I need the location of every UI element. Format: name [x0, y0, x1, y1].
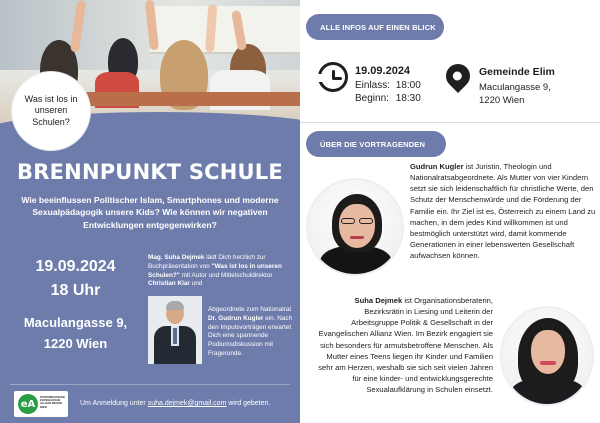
clock-icon: [318, 62, 348, 92]
book-title: "Was ist los in unseren Schulen?": [148, 262, 282, 279]
logo-text: ÖSTERREICHISCHE EVANGELISCHE ALLIANZ REGION WIEN: [40, 396, 65, 409]
author-name: Christian Klar: [148, 280, 190, 288]
event-headline: BRENNPUNKT SCHULE: [17, 160, 283, 184]
event-date-block: [18, 255, 133, 303]
bio-suha-dejmek: Suha Dejmek ist Organisationsberaterin, Bezirksrätin in Liesing und Leiterin der Arbeitsgruppe Politik & Gesellschaft in der Evangelischen Allianz Wien. Im Bezirk engagiert sie sich besonders für armutsbetroffene Menschen. Als Mutter eines Teens liegen ihr Kinder und Familien sehr am Herzen, weshalb sie sich seit vielen Jahren für eine kinder- und entwicklungsgerechte Sexualaufklärung in Schulen einsetzt.: [318, 296, 493, 395]
question-bubble: Was ist los in unseren Schulen?: [12, 72, 90, 150]
event-subline: Wie beeinflussen Politischer Islam, Smartphones und moderne Sexualpädagogik unsere Kids? Wie können wir negativen Entwicklungen entgegenwirken?: [21, 195, 279, 230]
event-city: 1220 Wien: [43, 336, 108, 352]
registration-note: Um Anmeldung unter suha.dejmek@gmail.com wird gebeten.: [80, 400, 271, 407]
venue-street: Maculangasse 9,: [479, 82, 551, 93]
event-time: 18 Uhr: [50, 282, 101, 299]
info-heading: ALLE INFOS AUF EINEN BLICK: [306, 14, 444, 40]
author-photo: [148, 296, 202, 364]
event-date: 19.09.2024: [35, 258, 116, 275]
start-line: Beginn: 18:30: [355, 93, 421, 104]
bio-gudrun-kugler: Gudrun Kugler ist Juristin, Theologin und Nationalratsabgeordnete. Als Mutter von vier Kindern setzt sie sich leidenschaftlich für christliche Werte, den Schutz der Menschenwürde und die Förderung der Familie ein. Ihr Ziel ist es, Österreich zu einem Land zu machen, in dem jedes Kind willkommen ist und bestmöglich unterstützt wird, damit kommende Generationen in einer lebenswerten Gesellschaft aufwachsen können.: [410, 162, 596, 261]
section-divider: [300, 122, 600, 123]
admission-line: Einlass: 18:00: [355, 80, 421, 91]
bio-name-gudrun: Gudrun Kugler: [410, 162, 464, 171]
event-street: Maculangasse 9,: [23, 315, 128, 330]
host-name: Mag. Suha Dejmek: [148, 254, 205, 261]
info-date: 19.09.2024: [355, 65, 411, 77]
speakers-heading: ÜBER DIE VORTRAGENDEN: [306, 131, 446, 157]
venue-city: 1220 Wien: [479, 95, 525, 106]
portrait-suha-dejmek: [500, 306, 594, 406]
alliance-logo: [14, 391, 68, 417]
logo-mark: eA: [18, 394, 38, 414]
bio-name-suha: Suha Dejmek: [354, 296, 403, 305]
invitation-text: Mag. Suha Dejmek lädt Dich herzlich zur Buchpräsentation von "Was ist los in unseren Schulen?" mit Autor und Mittelschuldirektor Christian Klar und Abgeordnete zum Nationalrat Dr. Gudrun Kugler ein. Nach den Impulsvorträgen erwartet Dich eine spannende Podiumsdiskussion mit Fragerunde.: [148, 254, 293, 358]
footer-divider: [10, 384, 290, 385]
event-address-block: [18, 312, 133, 355]
guest-name: Dr. Gudrun Kugler: [208, 314, 264, 322]
portrait-gudrun-kugler: [306, 178, 404, 276]
venue-name: Gemeinde Elim: [479, 66, 555, 78]
registration-email-link[interactable]: suha.dejmek@gmail.com: [147, 400, 227, 407]
